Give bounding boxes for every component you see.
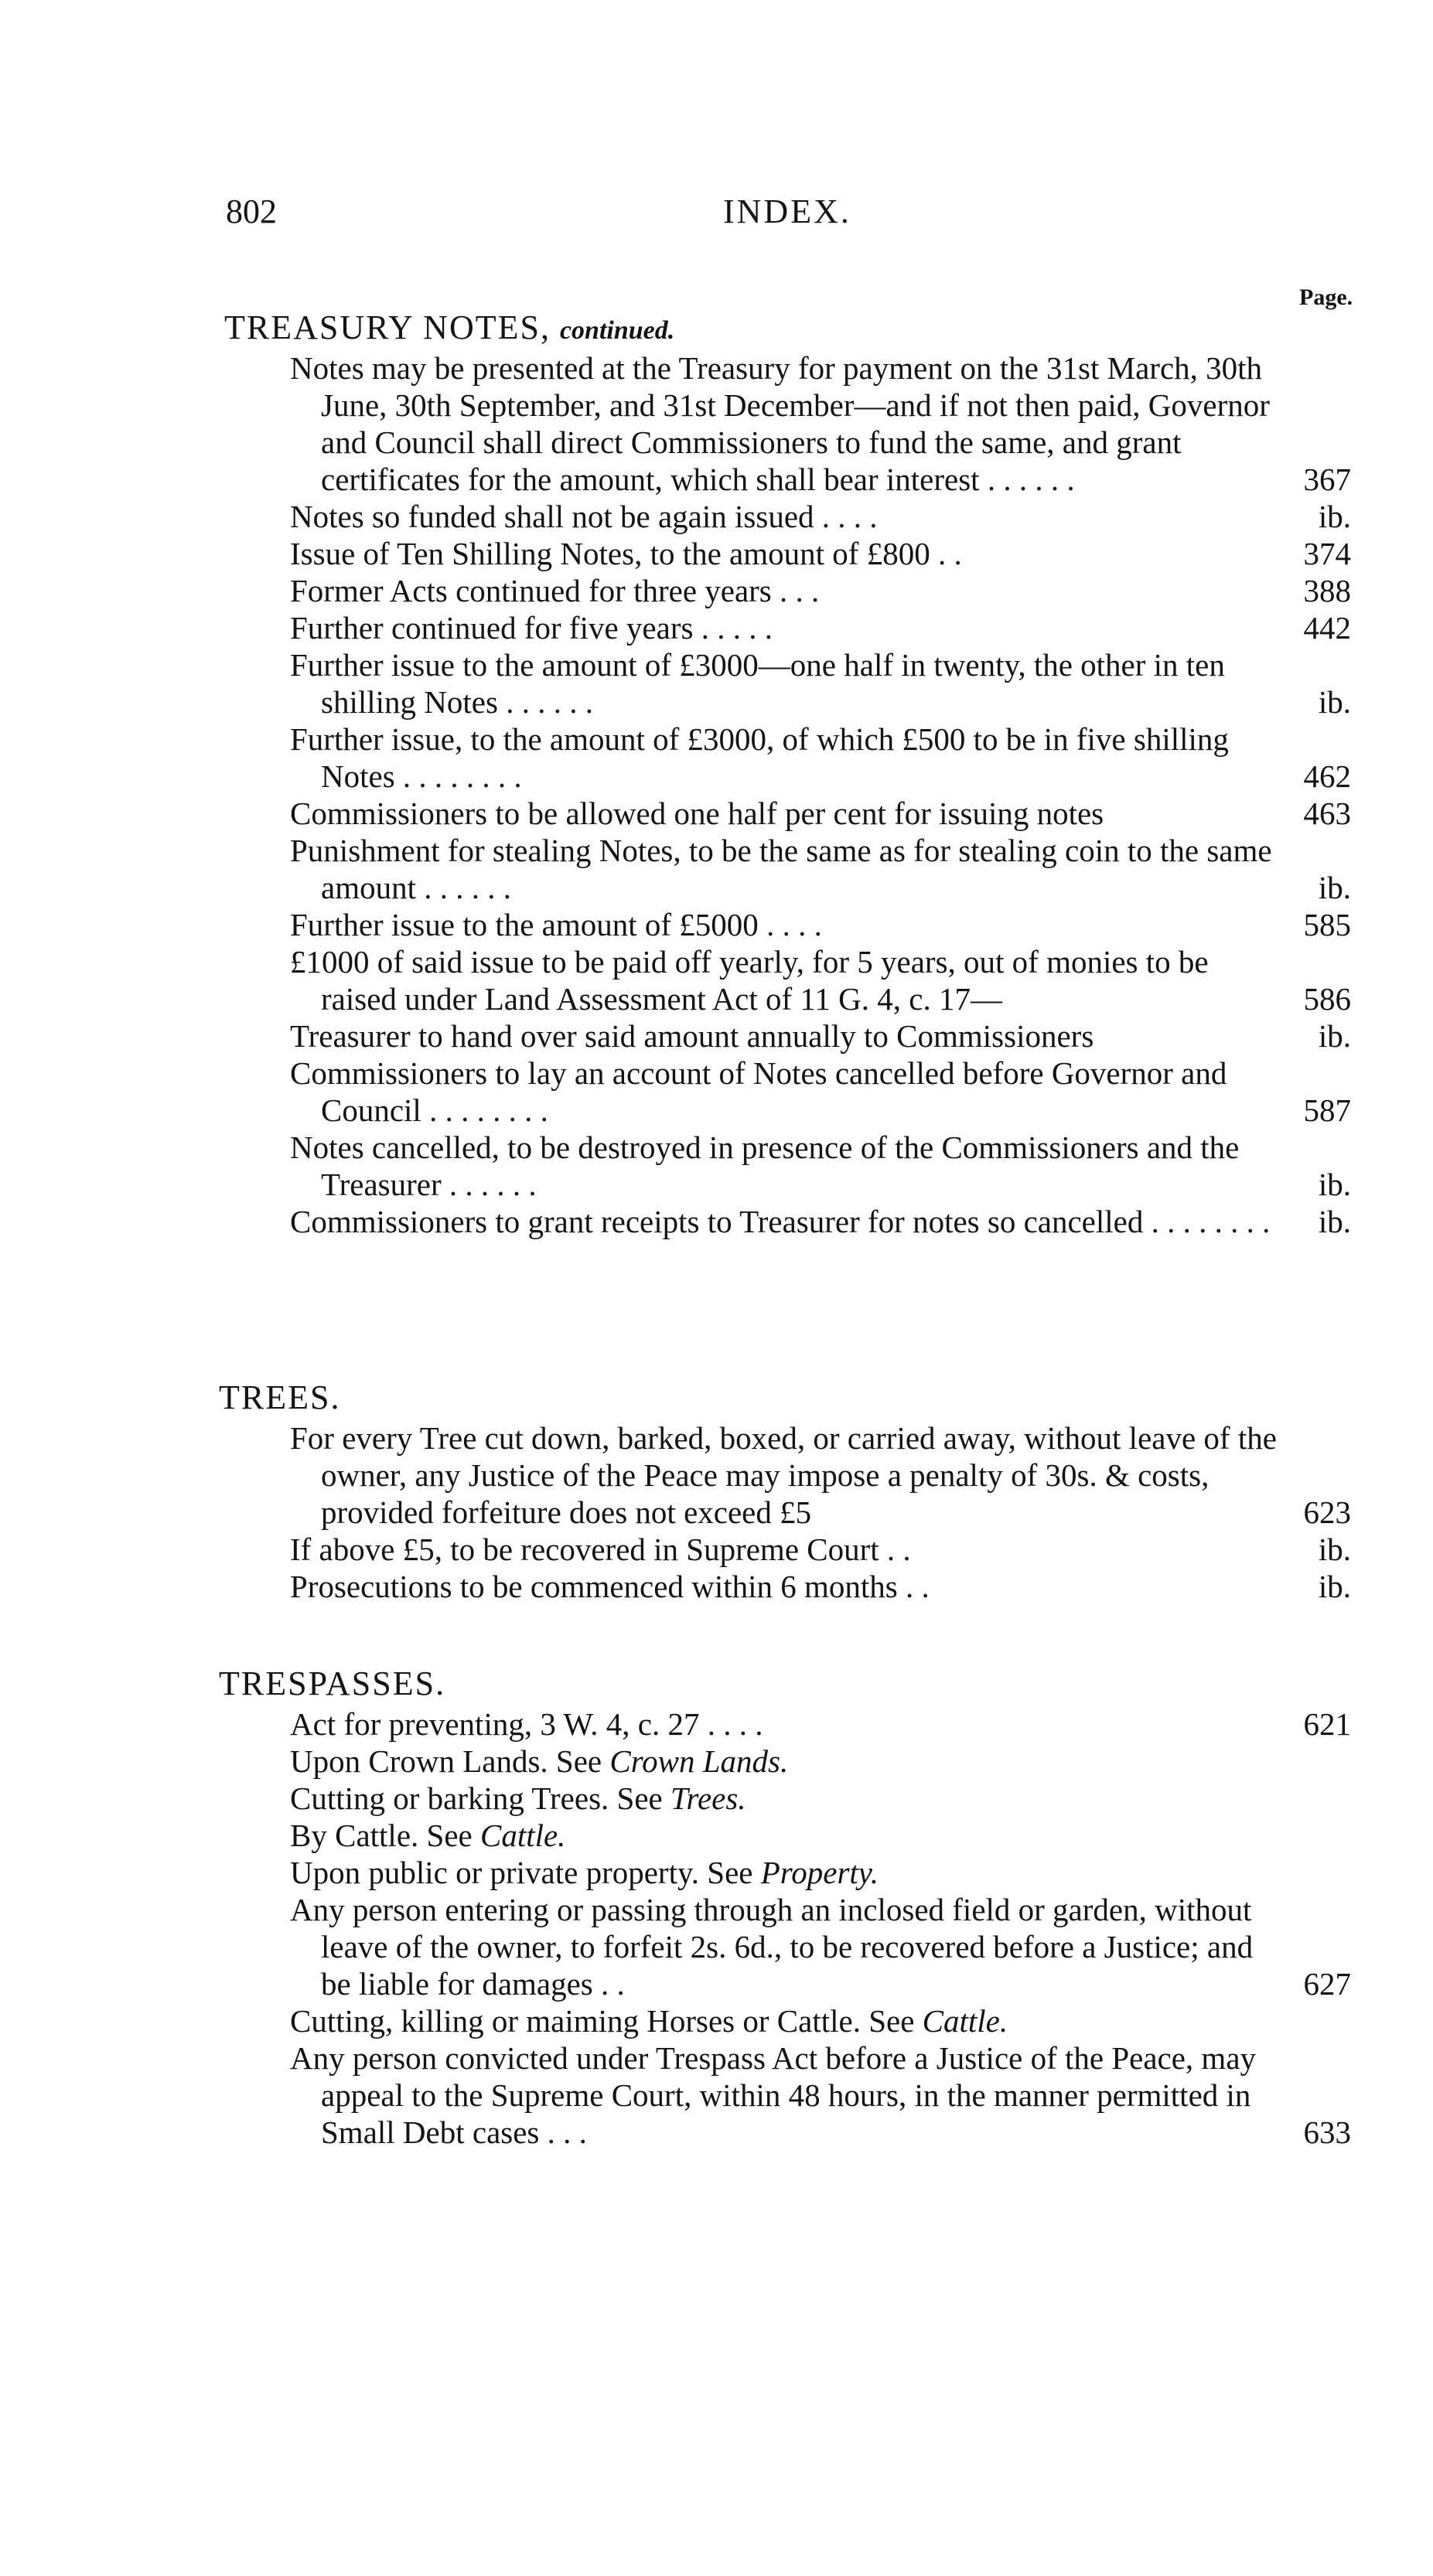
- index-entry: [290, 535, 1351, 572]
- index-entry: [290, 906, 1351, 943]
- entry-text: If above £5, to be recovered in Supreme Court: [290, 1532, 879, 1567]
- index-entry: [290, 943, 1351, 1017]
- entry-text: Issue of Ten Shilling Notes, to the amount of £800: [290, 536, 930, 571]
- entry-page: 388: [1303, 573, 1351, 608]
- entry-page: 586: [1303, 981, 1351, 1017]
- entry-page: 587: [1303, 1092, 1351, 1128]
- entry-page: ib.: [1318, 1532, 1351, 1567]
- section-entries-treasury-notes: [290, 349, 1351, 1240]
- section-heading-trees: [219, 1378, 340, 1417]
- entry-page: 633: [1303, 2114, 1351, 2150]
- index-entry: [290, 1817, 1351, 1854]
- section-title: TREASURY NOTES,: [224, 308, 551, 346]
- continued-label: continued.: [559, 316, 675, 345]
- entry-page: ib.: [1318, 1569, 1351, 1604]
- cross-reference: Crown Lands.: [609, 1743, 789, 1779]
- index-entry: [290, 1129, 1351, 1203]
- index-entry: [290, 1743, 1351, 1780]
- entry-page: 442: [1303, 610, 1351, 646]
- entry-text: Any person entering or passing through an inclosed field or garden, without leave of the owner, to forfeit 2s. 6d., to be recovered before a Justice; and be liable for damages: [290, 1892, 1254, 2002]
- index-entry: [290, 1854, 1351, 1891]
- index-entry: [290, 1017, 1351, 1055]
- cross-reference: Cattle.: [479, 1818, 566, 1853]
- index-entry: [290, 1531, 1351, 1568]
- entry-text: Further issue to the amount of £5000: [290, 907, 759, 942]
- entry-text: Treasurer to hand over said amount annually to Commissioners: [290, 1018, 1094, 1054]
- index-entry: [290, 646, 1351, 721]
- section-entries-trees: [290, 1419, 1351, 1605]
- leader-dots: . . . . . .: [497, 684, 593, 720]
- leader-dots: . . . . . . . .: [421, 1092, 548, 1128]
- entry-page: 367: [1303, 462, 1351, 497]
- section-entries-trespasses: [290, 1705, 1351, 2151]
- entry-page: ib.: [1318, 1167, 1351, 1202]
- index-entry: [290, 1891, 1351, 2002]
- entry-page: 621: [1303, 1706, 1351, 1742]
- entry-text: Upon public or private property. See: [290, 1855, 761, 1890]
- entry-page: 374: [1303, 536, 1351, 571]
- entry-page: 463: [1303, 796, 1351, 831]
- entry-text: Former Acts continued for three years: [290, 573, 772, 608]
- index-entry: [290, 1568, 1351, 1605]
- leader-dots: . . . .: [814, 499, 878, 534]
- leader-dots: . . . . . .: [441, 1167, 537, 1202]
- leader-dots: . . . . .: [693, 610, 773, 646]
- entry-page: 462: [1303, 758, 1351, 794]
- cross-reference: Cattle.: [922, 2003, 1008, 2039]
- leader-dots: . . . . . .: [979, 462, 1075, 497]
- entry-page: ib.: [1318, 1204, 1351, 1239]
- index-entry: [290, 1203, 1351, 1240]
- entry-text: Punishment for stealing Notes, to be the same as for stealing coin to the same amount: [290, 833, 1272, 905]
- leader-dots: . . .: [539, 2114, 587, 2150]
- leader-dots: . .: [592, 1966, 625, 2002]
- entry-text: Upon Crown Lands. See: [290, 1743, 610, 1779]
- page-number: 802: [226, 193, 277, 230]
- index-entry: [290, 1419, 1351, 1531]
- index-entry: [290, 795, 1351, 832]
- index-entry: [290, 2002, 1351, 2039]
- index-entry: [290, 349, 1351, 498]
- entry-page: 627: [1303, 1966, 1351, 2002]
- entry-text: Cutting or barking Trees. See: [290, 1780, 670, 1816]
- entry-text: Commissioners to grant receipts to Treasurer for notes so cancelled: [290, 1204, 1144, 1239]
- entry-page: ib.: [1318, 870, 1351, 905]
- entry-text: For every Tree cut down, barked, boxed, or carried away, without leave of the owner, any Justice of the Peace may impose a penalty of 30s. & costs, provided forfeiture does not exceed £5: [290, 1420, 1277, 1530]
- entry-text: Further issue, to the amount of £3000, of which £500 to be in five shilling Notes: [290, 721, 1229, 794]
- leader-dots: . .: [930, 536, 962, 571]
- section-title: TREES.: [219, 1378, 341, 1416]
- leader-dots: . . . . . .: [415, 870, 511, 905]
- index-entry: [290, 832, 1351, 906]
- entry-text: Notes so funded shall not be again issued: [290, 499, 814, 534]
- page-column-label: Page.: [1299, 285, 1353, 310]
- entry-text: Further continued for five years: [290, 610, 694, 646]
- section-heading-treasury-notes: [224, 308, 674, 347]
- index-entry: [290, 1780, 1351, 1817]
- entry-text: Act for preventing, 3 W. 4, c. 27: [290, 1706, 700, 1742]
- entry-text: £1000 of said issue to be paid off yearly, for 5 years, out of monies to be raised under Land Assessment Act of 11 G. 4, c. 17—: [290, 944, 1209, 1017]
- entry-text: Notes cancelled, to be destroyed in presence of the Commissioners and the Treasurer: [290, 1130, 1240, 1202]
- entry-page: ib.: [1318, 1018, 1351, 1054]
- leader-dots: . . . .: [758, 907, 822, 942]
- section-title: TRESPASSES.: [219, 1665, 446, 1702]
- leader-dots: . . . .: [699, 1706, 763, 1742]
- leader-dots: . . . . . . . .: [394, 758, 522, 794]
- leader-dots: . . . . . . . .: [1143, 1204, 1271, 1239]
- running-head: INDEX.: [723, 193, 851, 230]
- entry-page: ib.: [1318, 499, 1351, 534]
- leader-dots: . .: [897, 1569, 930, 1604]
- index-entry: [290, 1705, 1351, 1743]
- entry-page: ib.: [1318, 684, 1351, 720]
- section-heading-trespasses: [219, 1664, 445, 1703]
- entry-text: Any person convicted under Trespass Act before a Justice of the Peace, may appeal to the Supreme Court, within 48 hours, in the manner permitted in Small Debt cases: [290, 2040, 1257, 2150]
- entry-text: Commissioners to lay an account of Notes cancelled before Governor and Council: [290, 1055, 1227, 1128]
- entry-page: 585: [1303, 907, 1351, 942]
- cross-reference: Trees.: [670, 1780, 746, 1816]
- entry-text: Notes may be presented at the Treasury for payment on the 31st March, 30th June, 30th September, and 31st December—and if not then paid, Governor and Council shall direct Commissioners to fund the same, and grant certificates for the amount, which shall bear interest: [290, 350, 1270, 497]
- entry-page: 623: [1303, 1494, 1351, 1530]
- entry-text: Prosecutions to be commenced within 6 months: [290, 1569, 898, 1604]
- entry-text: By Cattle. See: [290, 1818, 480, 1853]
- index-entry: [290, 498, 1351, 535]
- index-entry: [290, 572, 1351, 609]
- entry-text: Cutting, killing or maiming Horses or Cattle. See: [290, 2003, 923, 2039]
- index-entry: [290, 2039, 1351, 2151]
- entry-text: Commissioners to be allowed one half per cent for issuing notes: [290, 796, 1104, 831]
- cross-reference: Property.: [760, 1855, 879, 1890]
- entry-text: Further issue to the amount of £3000—one half in twenty, the other in ten shilling Notes: [290, 647, 1225, 720]
- index-entry: [290, 721, 1351, 795]
- index-entry: [290, 609, 1351, 646]
- index-entry: [290, 1055, 1351, 1129]
- leader-dots: . .: [879, 1532, 911, 1567]
- leader-dots: . . .: [771, 573, 820, 608]
